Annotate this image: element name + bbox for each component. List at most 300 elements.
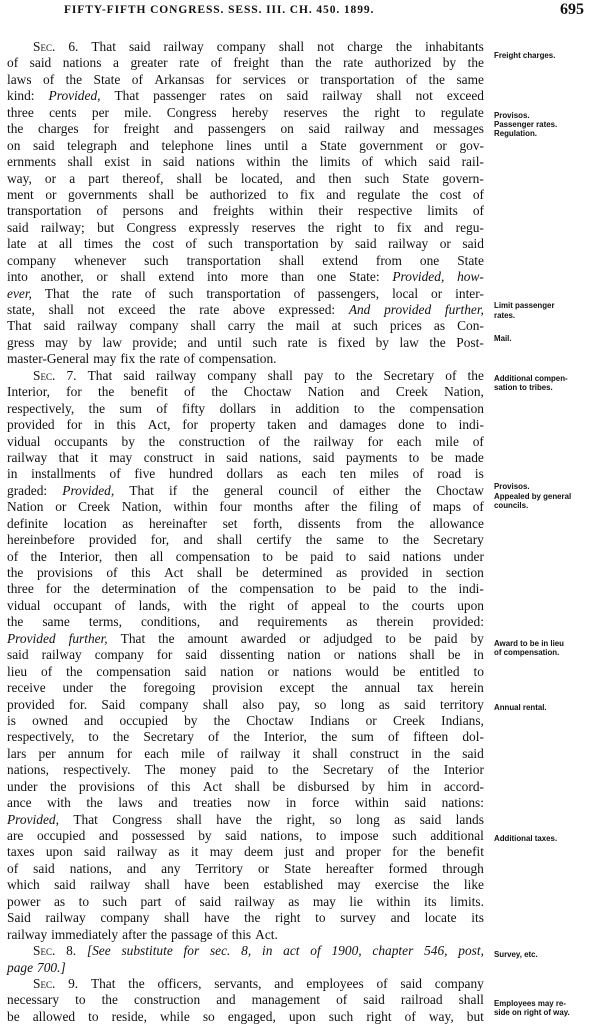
- word: to: [407, 581, 419, 597]
- word: company: [129, 318, 179, 334]
- word: Sec.: [33, 39, 56, 54]
- word: the: [315, 55, 332, 71]
- word: nations,: [260, 828, 303, 843]
- word: And: [348, 302, 371, 317]
- text-line: [7, 549, 484, 565]
- word: and: [326, 186, 346, 202]
- word: upon: [45, 844, 73, 860]
- word: Interior: [443, 762, 484, 778]
- word: until: [217, 334, 242, 350]
- word: same: [42, 614, 70, 630]
- word: amount: [187, 630, 228, 646]
- word: by: [470, 630, 484, 646]
- word: or: [435, 137, 447, 153]
- margin-note-line: Employees may re-: [494, 998, 566, 1008]
- word: definite: [7, 515, 48, 531]
- word: allowed: [32, 1008, 76, 1024]
- word: That: [129, 482, 154, 498]
- word: the: [395, 39, 413, 54]
- word: chapter: [372, 943, 414, 959]
- word: greater: [130, 55, 168, 71]
- word: limits.: [450, 893, 484, 909]
- word: or: [55, 499, 67, 515]
- word: shall: [202, 696, 229, 712]
- word: to: [359, 597, 370, 613]
- word: railway: [322, 88, 363, 104]
- word: dol-: [462, 729, 484, 745]
- word: construction: [133, 992, 201, 1008]
- word: 1900,: [331, 943, 362, 959]
- word: road: [437, 466, 462, 482]
- word: been: [223, 877, 250, 893]
- word: further,: [68, 630, 108, 646]
- word: right: [275, 910, 301, 926]
- word: shall: [197, 565, 223, 580]
- word: part: [140, 893, 162, 909]
- word: respectively.: [63, 762, 131, 778]
- word: of: [183, 351, 195, 367]
- text-line: [7, 877, 484, 893]
- word: for: [392, 844, 408, 860]
- word: at: [331, 318, 342, 334]
- word: by: [375, 334, 389, 350]
- margin-note: [494, 301, 598, 319]
- word: of: [405, 71, 418, 87]
- text-line: [7, 220, 484, 236]
- word: the: [429, 334, 446, 350]
- word: railway: [240, 745, 281, 761]
- word: governments: [68, 186, 138, 202]
- word: or: [439, 236, 451, 252]
- word: freight: [123, 121, 160, 137]
- word: than: [280, 55, 304, 71]
- word: nations: [292, 663, 332, 679]
- word: lands,: [138, 597, 171, 613]
- word: mile.: [124, 104, 152, 120]
- word: Choctaw: [243, 384, 292, 400]
- word: and: [315, 844, 335, 860]
- word: their: [318, 203, 343, 219]
- word: shall: [278, 39, 305, 54]
- word: nations,: [259, 449, 302, 465]
- word: rate: [179, 55, 200, 71]
- word: impose: [339, 828, 379, 843]
- word: as: [53, 893, 66, 909]
- margin-note: [494, 374, 598, 392]
- word: taken: [267, 417, 297, 433]
- word: fix: [299, 186, 315, 202]
- word: [See: [86, 943, 111, 959]
- word: three: [7, 104, 34, 120]
- word: benefit: [130, 384, 168, 400]
- word: rate: [199, 302, 220, 317]
- word: That: [120, 630, 146, 646]
- word: may: [45, 334, 69, 350]
- word: for: [215, 71, 232, 87]
- word: all: [149, 548, 164, 564]
- word: of: [174, 893, 186, 909]
- word: the: [467, 367, 484, 383]
- word: in: [204, 449, 215, 465]
- word: sum: [119, 400, 142, 416]
- word: shall: [312, 745, 338, 761]
- word: of: [409, 499, 421, 515]
- word: transportation: [186, 252, 261, 268]
- word: appeal: [311, 597, 347, 613]
- word: passenger: [153, 88, 206, 104]
- word: and: [158, 795, 178, 811]
- word: more: [240, 269, 269, 285]
- word: Creek: [392, 712, 425, 728]
- word: laws: [7, 71, 32, 87]
- word: the: [255, 811, 273, 827]
- margin-note-line: Survey, etc.: [494, 949, 538, 959]
- word: and: [173, 121, 194, 137]
- word: of: [258, 433, 270, 449]
- word: to: [408, 449, 420, 465]
- word: railway: [7, 926, 48, 942]
- word: the: [307, 219, 325, 235]
- word: authorized: [374, 55, 432, 71]
- word: transportation: [206, 285, 281, 301]
- word: it: [292, 745, 301, 761]
- word: hereby: [231, 104, 269, 120]
- word: prices: [389, 318, 422, 334]
- word: have: [204, 910, 230, 926]
- word: shall: [267, 367, 293, 383]
- word: while: [160, 1008, 190, 1024]
- word: the: [150, 926, 167, 942]
- word: then: [328, 170, 352, 186]
- word: railway: [7, 449, 48, 465]
- word: nation: [220, 663, 254, 679]
- word: not: [87, 302, 105, 317]
- word: of: [387, 729, 400, 745]
- word: as: [346, 614, 358, 630]
- word: Congress: [126, 219, 177, 235]
- word: persons: [122, 203, 164, 219]
- word: for: [93, 121, 109, 137]
- word: gress: [7, 334, 35, 350]
- word: the: [219, 597, 237, 613]
- word: than: [281, 269, 305, 285]
- word: the: [267, 318, 284, 334]
- word: survey: [340, 910, 376, 926]
- margin-note-line: councils.: [494, 500, 529, 510]
- word: property: [209, 417, 256, 433]
- word: damages: [339, 417, 387, 433]
- word: section: [445, 565, 484, 580]
- margin-note-line: Additional compen-: [494, 373, 568, 383]
- word: and: [219, 614, 239, 630]
- text-line: [7, 88, 484, 104]
- word: months: [253, 499, 293, 515]
- margin-note-line: Regulation.: [494, 129, 537, 139]
- word: That: [114, 88, 140, 104]
- word: to: [325, 581, 337, 597]
- word: in: [411, 745, 422, 761]
- word: under: [62, 680, 94, 696]
- word: in: [141, 154, 152, 170]
- word: said: [83, 844, 106, 860]
- word: by: [121, 433, 135, 449]
- word: Act: [164, 565, 184, 580]
- text-line: [7, 697, 484, 713]
- word: provide;: [132, 334, 178, 350]
- word: That: [90, 975, 116, 991]
- word: Secretary: [143, 729, 194, 745]
- word: respectively,: [7, 729, 75, 745]
- word: shall: [176, 170, 202, 186]
- word: to: [334, 367, 345, 383]
- word: lines: [226, 137, 252, 153]
- word: also: [242, 696, 265, 712]
- word: railway: [41, 647, 82, 663]
- word: all: [59, 236, 73, 252]
- word: 700.]: [37, 959, 66, 975]
- word: way,: [428, 1008, 454, 1024]
- word: of: [472, 186, 484, 202]
- word: authorized: [209, 186, 267, 202]
- word: set: [222, 515, 238, 531]
- word: transportation: [320, 71, 395, 87]
- word: its: [423, 893, 437, 909]
- text-line: [7, 894, 484, 910]
- word: same: [336, 532, 364, 548]
- word: miles: [369, 466, 399, 482]
- word: telephone: [161, 137, 214, 153]
- word: servants,: [214, 975, 262, 991]
- word: to: [415, 104, 426, 120]
- word: occupied: [36, 828, 86, 843]
- word: further,: [444, 302, 484, 317]
- word: indi-: [458, 581, 484, 597]
- word: the: [305, 532, 323, 548]
- text-line: [7, 910, 484, 926]
- word: State: [93, 71, 121, 87]
- text-line: [7, 532, 484, 548]
- word: of: [472, 203, 484, 219]
- word: deem: [244, 844, 274, 860]
- word: company: [434, 975, 484, 991]
- word: govern-: [442, 170, 484, 186]
- text-line: [7, 960, 484, 976]
- word: of: [185, 236, 197, 252]
- word: but: [97, 219, 115, 235]
- word: thereof,: [122, 170, 164, 186]
- word: on: [280, 121, 294, 137]
- word: be: [285, 548, 298, 564]
- word: have: [184, 877, 210, 893]
- word: annum: [67, 745, 105, 761]
- word: the: [428, 71, 445, 87]
- margin-note-line: Mail.: [494, 334, 512, 344]
- word: exceed: [446, 88, 484, 104]
- word: the: [73, 581, 90, 597]
- word: which: [7, 877, 40, 893]
- word: same: [456, 71, 484, 87]
- word: ment: [7, 186, 34, 202]
- word: the: [404, 482, 422, 498]
- word: as: [378, 696, 390, 712]
- text-line: [7, 631, 484, 647]
- word: of: [109, 466, 121, 482]
- word: additional: [430, 828, 484, 843]
- word: Act.: [255, 926, 278, 942]
- word: under: [7, 778, 38, 794]
- word: or: [267, 663, 279, 679]
- word: be: [392, 663, 406, 679]
- word: within: [376, 893, 411, 909]
- margin-note: [494, 111, 598, 139]
- word: pay,: [278, 696, 301, 712]
- word: possessed: [131, 828, 185, 843]
- word: therein: [376, 614, 414, 630]
- word: the: [467, 55, 484, 71]
- word: right,: [286, 811, 316, 827]
- word: whenever: [74, 252, 127, 268]
- word: to: [353, 400, 365, 416]
- margin-note: [494, 999, 598, 1017]
- word: force: [311, 795, 340, 811]
- word: page: [7, 959, 34, 975]
- margin-note-line: Annual rental.: [494, 702, 547, 712]
- word: in: [270, 400, 281, 416]
- word: in: [261, 943, 273, 959]
- word: of: [445, 367, 457, 383]
- word: under: [453, 548, 484, 564]
- word: said: [419, 811, 442, 827]
- word: local: [392, 285, 419, 301]
- word: of: [7, 55, 19, 71]
- word: now: [247, 795, 271, 811]
- word: treaties: [193, 795, 232, 811]
- text-line: [7, 154, 484, 170]
- word: railway: [388, 236, 429, 252]
- word: railway: [163, 39, 204, 54]
- word: long: [355, 811, 380, 827]
- word: and: [423, 219, 444, 235]
- word: as: [335, 565, 348, 580]
- word: rate: [287, 334, 308, 350]
- word: the: [86, 795, 103, 811]
- margin-note-line: sation to tribes.: [494, 383, 553, 393]
- word: the: [291, 154, 309, 170]
- word: for: [116, 745, 133, 761]
- word: be: [185, 186, 199, 202]
- word: said: [400, 975, 422, 991]
- word: and: [129, 137, 149, 153]
- word: said: [162, 154, 185, 170]
- margin-note: [494, 834, 598, 843]
- word: conditions,: [140, 614, 201, 630]
- word: said: [184, 663, 207, 679]
- word: of: [7, 860, 19, 876]
- text-line: [7, 105, 484, 121]
- text-line: [7, 614, 484, 630]
- word: The: [144, 762, 166, 778]
- word: Choctaw: [246, 712, 294, 728]
- word: ernments: [7, 154, 57, 170]
- word: nations,: [69, 860, 112, 876]
- word: or: [257, 860, 270, 876]
- word: but: [466, 1008, 484, 1024]
- word: shall: [67, 154, 93, 170]
- word: for.: [68, 696, 88, 712]
- word: as: [288, 893, 300, 909]
- word: forth,: [253, 515, 283, 531]
- text-line: [7, 466, 484, 482]
- word: or: [333, 647, 345, 663]
- word: or: [365, 712, 377, 728]
- word: the: [7, 614, 24, 630]
- word: Provided,: [392, 269, 445, 285]
- word: for: [156, 647, 173, 663]
- word: pay: [304, 367, 324, 383]
- word: State: [457, 252, 484, 268]
- word: this: [116, 417, 136, 433]
- word: of: [7, 548, 19, 564]
- word: accord-: [443, 778, 484, 794]
- word: 8.: [66, 943, 77, 959]
- word: gov-: [459, 137, 484, 153]
- word: Sec.: [33, 975, 56, 991]
- word: the: [283, 433, 300, 449]
- word: master-General: [7, 351, 90, 367]
- word: indi-: [458, 417, 484, 433]
- word: kind:: [7, 88, 35, 104]
- word: in: [473, 647, 484, 663]
- word: as: [168, 844, 180, 860]
- word: a: [69, 170, 76, 186]
- word: said: [43, 318, 66, 334]
- word: council: [278, 482, 318, 498]
- text-line: [7, 1009, 484, 1025]
- word: to: [75, 992, 86, 1008]
- word: to: [315, 828, 327, 843]
- word: general: [223, 482, 264, 498]
- word: law: [399, 334, 419, 350]
- text-line: [7, 483, 484, 499]
- word: is: [318, 334, 328, 350]
- word: nations: [402, 548, 442, 564]
- word: That: [44, 285, 70, 301]
- word: hundred: [168, 466, 213, 482]
- word: the: [292, 762, 309, 778]
- word: occupied: [119, 712, 168, 728]
- word: the: [139, 351, 156, 367]
- word: location: [63, 515, 107, 531]
- word: Provided,: [48, 88, 101, 104]
- word: be: [7, 1008, 20, 1024]
- word: provided: [360, 565, 409, 580]
- word: as: [122, 515, 134, 531]
- word: formed: [388, 860, 428, 876]
- word: 6.: [68, 39, 79, 54]
- word: 546,: [424, 943, 448, 959]
- word: of: [332, 482, 345, 498]
- word: rate: [111, 285, 132, 301]
- word: or: [44, 170, 57, 186]
- word: shall: [216, 532, 243, 548]
- word: cost: [439, 186, 462, 202]
- word: shall: [190, 318, 216, 334]
- word: of: [216, 926, 228, 942]
- word: provided: [7, 696, 55, 712]
- word: provided: [88, 532, 137, 548]
- word: to: [267, 762, 279, 778]
- word: Creek: [78, 499, 111, 515]
